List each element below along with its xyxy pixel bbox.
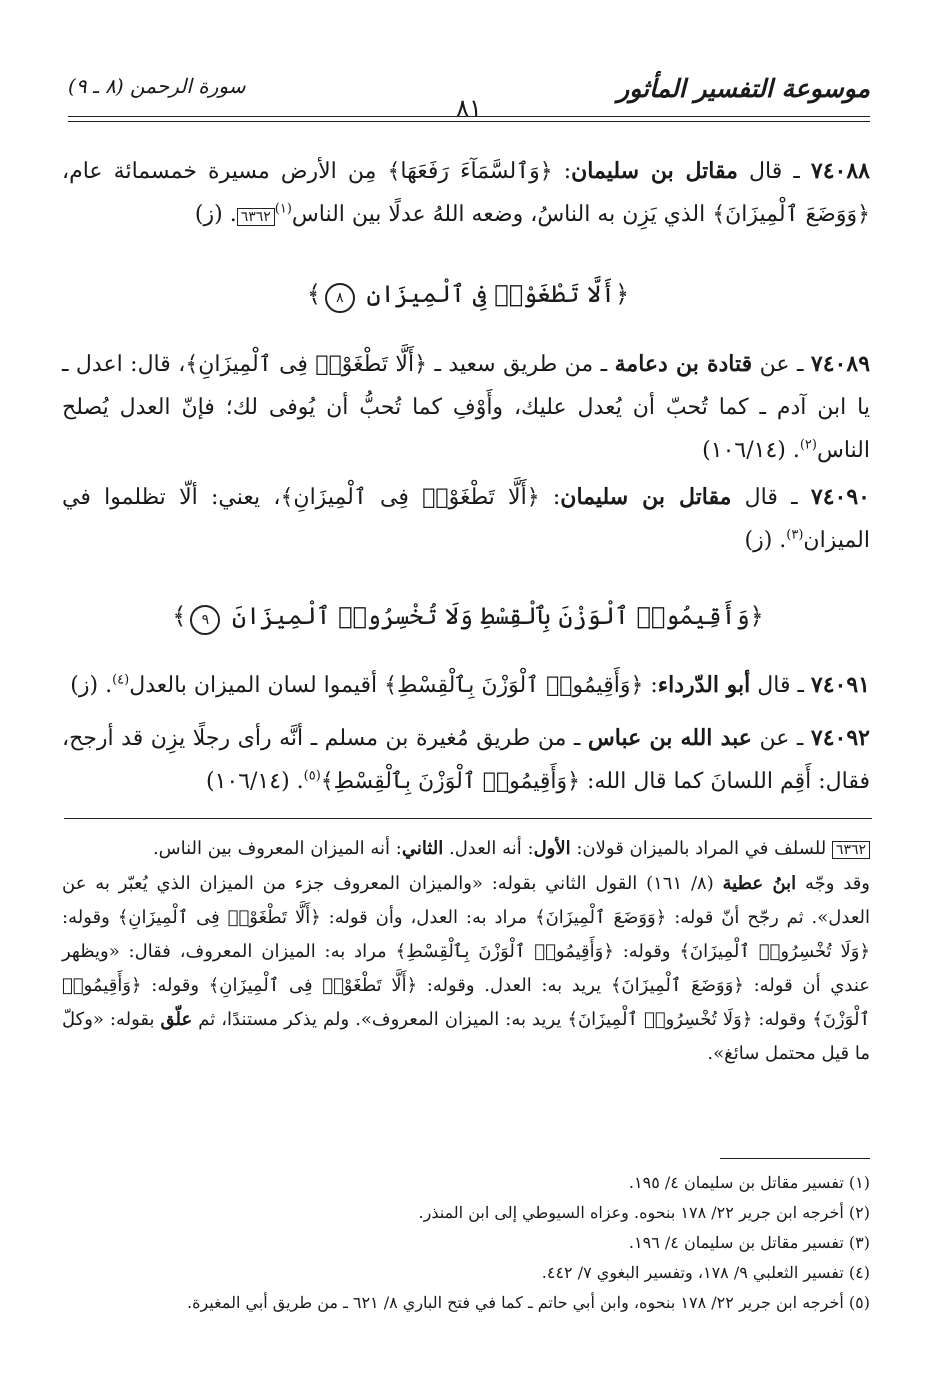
entry-intro: ـ قال	[750, 673, 804, 698]
entry-source: . (ز)	[744, 528, 787, 553]
footnote-ref: (١)	[274, 201, 292, 217]
verse-heading-9	[64, 602, 872, 635]
entry-source: . (ز)	[70, 673, 113, 698]
entry-text: : ﴿وَٱلسَّمَآءَ رَفَعَهَا﴾ مِن الأرض مسيرة خمسمائة عام، ﴿وَوَضَعَ ٱلْمِيزَانَ﴾ الذي يَزِن به الناسُ، وضعه اللهُ عدلًا بين الناس	[62, 159, 870, 227]
entry-74092	[62, 717, 870, 803]
entry-74089	[62, 343, 870, 472]
note-text-end: بقوله: «وكلّ ما قيل محتمل سائغ».	[62, 1009, 870, 1064]
entry-74091	[62, 664, 870, 707]
footnotes	[62, 1168, 870, 1318]
page-number: ٨١	[456, 94, 482, 122]
second-view-label: الثاني	[401, 838, 444, 859]
note-text-first: : أنه العدل.	[443, 838, 534, 859]
header-rule	[68, 116, 870, 117]
footnote-1: (١) تفسير مقاتل بن سليمان ٤/ ١٩٥.	[628, 1173, 870, 1192]
entry-number: ٧٤٠٩٢	[810, 725, 870, 751]
narrator-name: مقاتل بن سليمان	[571, 158, 738, 184]
footnote-2: (٢) أخرجه ابن جرير ٢٢/ ١٧٨ بنحوه. وعزاه السيوطي إلى ابن المنذر.	[418, 1203, 870, 1222]
note-paragraph-1	[62, 832, 870, 867]
entry-source: . (١٠٦/١٤)	[205, 769, 304, 794]
note-box-ref: ٦٣٦٢	[237, 208, 275, 226]
footnote-ref: (٣)	[786, 527, 804, 543]
note-text-second: : أنه الميزان المعروف بين الناس.	[152, 838, 402, 859]
verse-close-bracket: ﴾	[172, 602, 187, 630]
book-title: موسوعة التفسير المأثور	[617, 74, 870, 103]
surah-reference: سورة الرحمن (٨ ـ ٩)	[68, 74, 246, 98]
footnote-ref: (٢)	[799, 437, 817, 453]
footnote-5: (٥) أخرجه ابن جرير ٢٢/ ١٧٨ بنحوه، وابن أبي حاتم ـ كما في فتح الباري ٨/ ٦٢١ ـ من طريق أبي المغيرة.	[186, 1293, 870, 1312]
footnote-ref: (٥)	[303, 768, 321, 784]
note-box-id: ٦٣٦٢	[832, 841, 870, 859]
entry-text: : ﴿أَلَّا تَطْغَوْا۟ فِى ٱلْمِيزَانِ﴾، يعني: ألّا تظلموا في الميزان	[62, 485, 870, 553]
entry-number: ٧٤٠٨٨	[810, 158, 870, 184]
note-bold-word: علّق	[160, 1009, 193, 1030]
verse-number-marker: ٨	[325, 283, 355, 313]
footnote-ref: (٤)	[112, 672, 130, 688]
entry-intro: ـ عن	[751, 726, 804, 751]
note-text-body: (٨/ ١٦١) القول الثاني بقوله: «والميزان المعروف جزء من الميزان الذي يُعبّر به عن العدل». ثم رجّح أنّ قوله: ﴿وَوَضَعَ ٱلْمِيزَانَ﴾ مراد به: العدل، وأن قوله: ﴿أَلَّا تَطْغَوْا۟ فِى ٱلْمِيزَانِ﴾ وقوله: ﴿وَلَا تُخْسِرُوا۟ ٱلْمِيزَانَ﴾ وقوله: ﴿وَأَقِيمُوا۟ ٱلْوَزْنَ بِٱلْقِسْطِ﴾ مراد به: الميزان المعروف، فقال: «ويظهر عندي أن قوله: ﴿وَوَضَعَ ٱلْمِيزَانَ﴾ يريد به: العدل. وقوله: ﴿أَلَّا تَطْغَوْا۟ فِى ٱلْمِيزَانِ﴾ وقوله: ﴿وَأَقِيمُوا۟ ٱلْوَزْنَ﴾ وقوله: ﴿وَلَا تُخْسِرُوا۟ ٱلْمِيزَانَ﴾ يريد به: الميزان المعروف». ولم يذكر مستندًا، ثم	[62, 873, 870, 1030]
entry-number: ٧٤٠٩١	[810, 672, 870, 698]
note-paragraph-2	[62, 867, 870, 1071]
entry-source: . (١٠٦/١٤)	[702, 438, 800, 463]
verse-close-bracket: ﴾	[306, 280, 321, 308]
verse-text: ﴿وَأَقِيمُوا۟ ٱلْوَزْنَ بِٱلْقِسْطِ وَلَا تُخْسِرُوا۟ ٱلْمِيزَانَ	[232, 602, 764, 630]
scholar-name: ابنُ عطية	[722, 873, 797, 894]
verse-number-marker: ٩	[190, 605, 220, 635]
footnote-4: (٤) تفسير الثعلبي ٩/ ١٧٨، وتفسير البغوي ٧/ ٤٤٢.	[541, 1263, 870, 1282]
narrator-name: مقاتل بن سليمان	[560, 484, 732, 510]
footnote-3: (٣) تفسير مقاتل بن سليمان ٤/ ١٩٦.	[628, 1233, 870, 1252]
note-separator	[64, 818, 872, 819]
narrator-name: عبد الله بن عباس	[587, 725, 752, 751]
commentary-note	[62, 832, 870, 1071]
verse-text: ﴿أَلَّا تَطْغَوْا۟ فِى ٱلْمِيزَانِ	[366, 280, 630, 308]
first-view-label: الأول	[533, 838, 571, 859]
entry-source: . (ز)	[194, 202, 237, 227]
entry-74090	[62, 476, 870, 562]
entry-intro: ـ عن	[752, 352, 804, 377]
entry-text: ـ من طريق مُغيرة بن مسلم ـ أنَّه رأى رجلًا يزِن قد أرجح، فقال: أَقِم اللسانَ كما قال الله: ﴿وَأَقِيمُوا۟ ٱلْوَزْنَ بِٱلْقِسْطِ﴾	[62, 726, 870, 794]
header-rule-double	[68, 121, 870, 122]
note-text-lead: وقد وجّه	[796, 873, 870, 894]
entry-intro: ـ قال	[737, 159, 800, 184]
entry-intro: ـ قال	[731, 485, 798, 510]
entry-number: ٧٤٠٩٠	[810, 484, 870, 510]
note-text-intro: للسلف في المراد بالميزان قولان:	[570, 838, 832, 859]
verse-heading-8	[64, 280, 872, 313]
running-header	[68, 72, 870, 122]
entry-number: ٧٤٠٨٩	[810, 351, 871, 377]
narrator-name: أبو الدّرداء	[657, 672, 751, 698]
entry-74088	[62, 150, 870, 239]
narrator-name: قتادة بن دعامة	[614, 351, 753, 377]
entry-text: ـ من طريق سعيد ـ ﴿أَلَّا تَطْغَوْا۟ فِى ٱلْمِيزَانِ﴾، قال: اعدل ـ يا ابن آدم ـ كما تُحبّ أن يُعدل عليك، وأَوْفِ كما تُحبُّ أن يُوفى لك؛ فإنّ العدل يُصلح الناس	[62, 352, 870, 463]
entry-text: : ﴿وَأَقِيمُوا۟ ٱلْوَزْنَ بِٱلْقِسْطِ﴾ أقيموا لسان الميزان بالعدل	[129, 673, 658, 698]
footnote-separator	[720, 1158, 870, 1159]
